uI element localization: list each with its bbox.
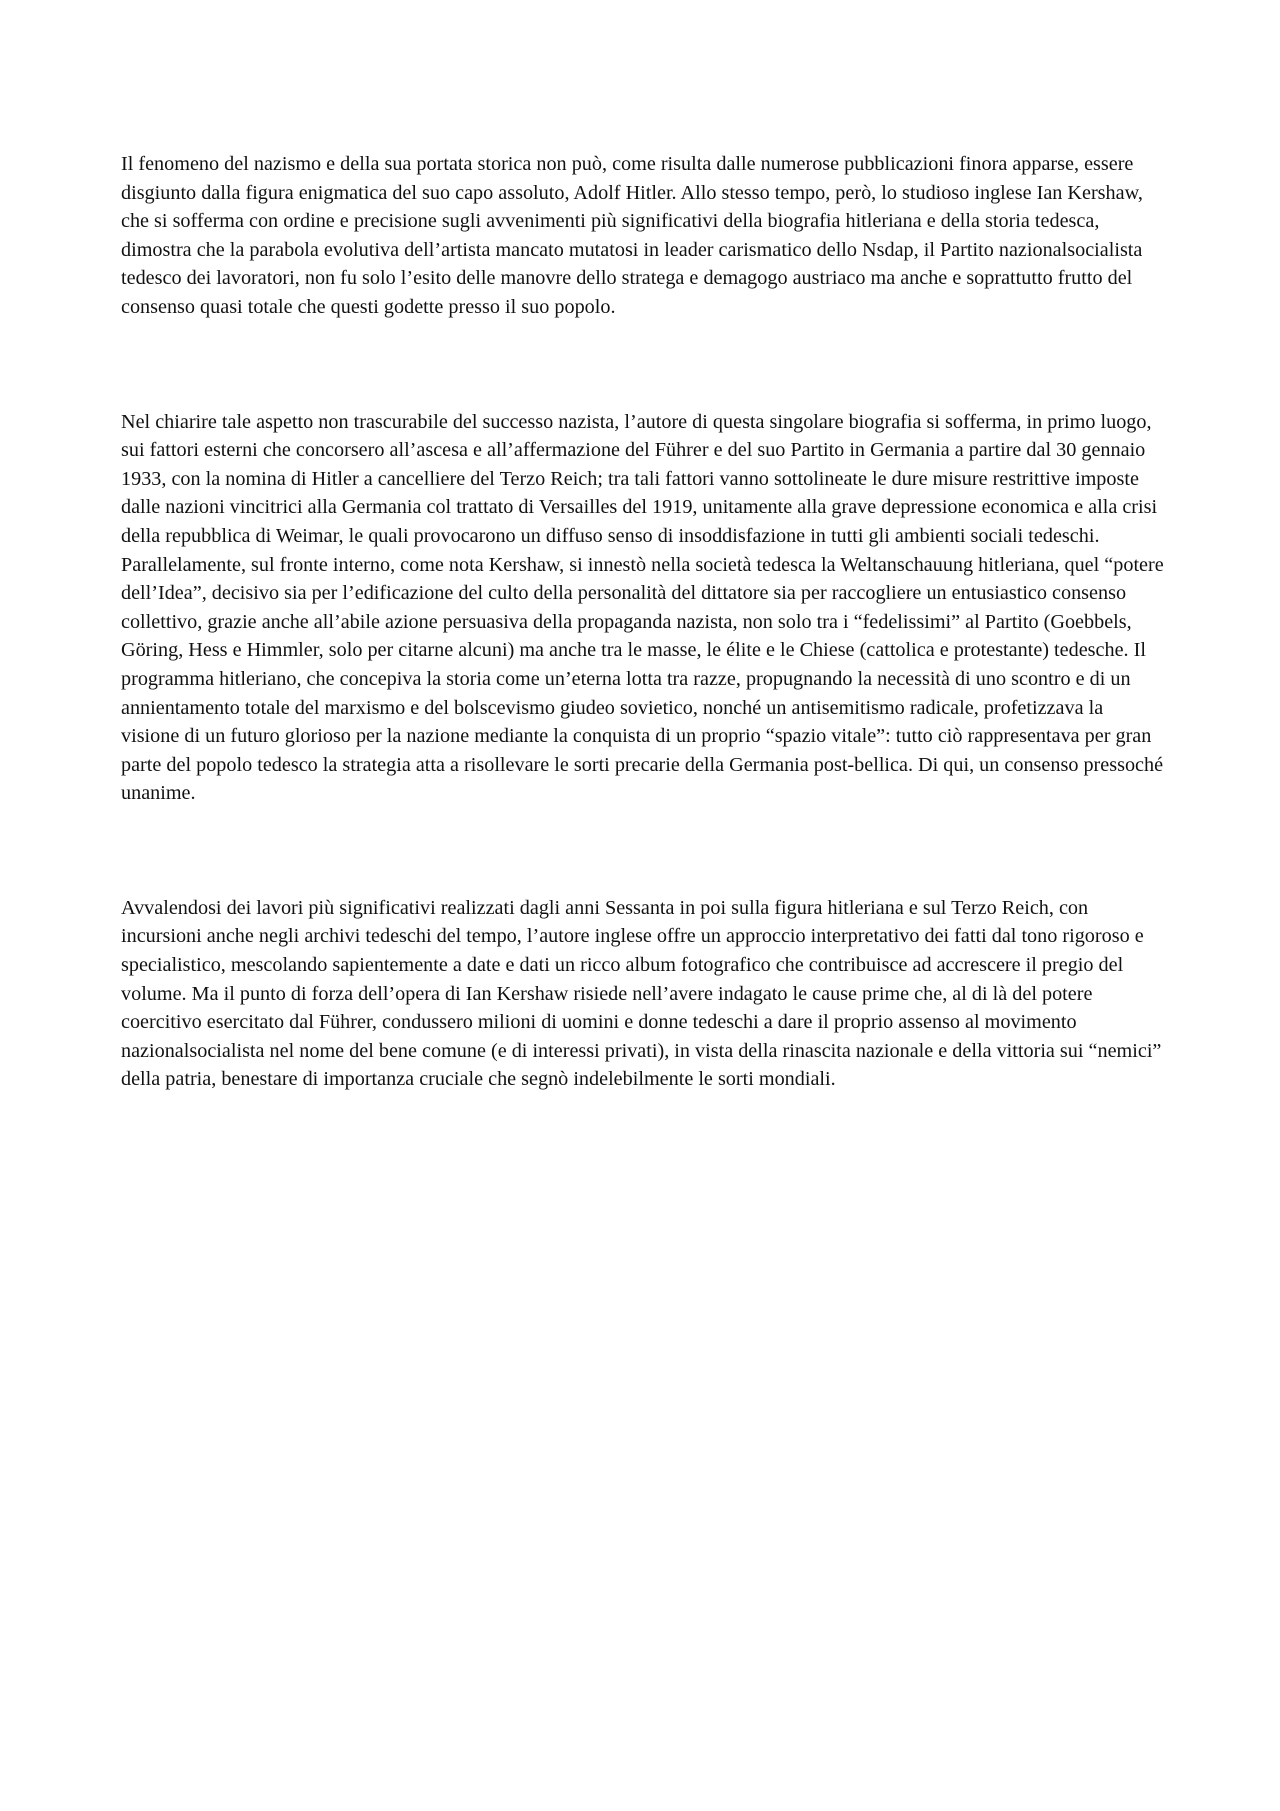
paragraph-context: Nel chiarire tale aspetto non trascurabile del successo nazista, l’autore di questa singolare biografia si sofferma, in primo luogo, sui fattori esterni che concorsero all’ascesa e all’affermazione del Führer e del suo Partito in Germania a partire dal 30 gennaio 1933, con la nomina di Hitler a cancelliere del Terzo Reich; tra tali fattori vanno sottolineate le dure misure restrittive imposte dalle nazioni vincitrici alla Germania col trattato di Versailles del 1919, unitamente alla grave depressione economica e alla crisi della repubblica di Weimar, le quali provocarono un diffuso senso di insoddisfazione in tutti gli ambienti sociali tedeschi. Parallelamente, sul fronte interno, come nota Kershaw, si innestò nella società tedesca la Weltanschauung hitleriana, quel “potere dell’Idea”, decisivo sia per l’edificazione del culto della personalità del dittatore sia per raccogliere un entusiastico consenso collettivo, grazie anche all’abile azione persuasiva della propaganda nazista, non solo tra i “fedelissimi” al Partito (Goebbels, Göring, Hess e Himmler, solo per citarne alcuni) ma anche tra le masse, le élite e le Chiese (cattolica e protestante) tedesche. Il programma hitleriano, che concepiva la storia come un’eterna lotta tra razze, propugnando la necessità di uno scontro e di un annientamento totale del marxismo e del bolscevismo giudeo sovietico, nonché un antisemitismo radicale, profetizzava la visione di un futuro glorioso per la nazione mediante la conquista di un proprio “spazio vitale”: tutto ciò rappresentava per gran parte del popolo tedesco la strategia atta a risollevare le sorti precarie della Germania post-bellica. Di qui, un consenso pressoché unanime.: [121, 410, 1164, 805]
document-body: [121, 150, 1166, 1094]
paragraph-assessment: Avvalendosi dei lavori più significativi realizzati dagli anni Sessanta in poi sulla figura hitleriana e sul Terzo Reich, con incursioni anche negli archivi tedeschi del tempo, l’autore inglese offre un approccio interpretativo dei fatti dal tono rigoroso e specialistico, mescolando sapientemente a date e dati un ricco album fotografico che contribuisce ad accrescere il pregio del volume. Ma il punto di forza dell’opera di Ian Kershaw risiede nell’avere indagato le cause prime che, al di là del potere coercitivo esercitato dal Führer, condussero milioni di uomini e donne tedeschi a dare il proprio assenso al movimento nazionalsocialista nel nome del bene comune (e di interessi privati), in vista della rinascita nazionale e della vittoria sui “nemici” della patria, benestare di importanza cruciale che segnò indelebilmente le sorti mondiali.: [121, 896, 1162, 1091]
paragraph-intro: Il fenomeno del nazismo e della sua portata storica non può, come risulta dalle numerose pubblicazioni finora apparse, essere disgiunto dalla figura enigmatica del suo capo assoluto, Adolf Hitler. Allo stesso tempo, però, lo studioso inglese Ian Kershaw, che si sofferma con ordine e precisione sugli avvenimenti più significativi della biografia hitleriana e della storia tedesca, dimostra che la parabola evolutiva dell’artista mancato mutatosi in leader carismatico dello Nsdap, il Partito nazionalsocialista tedesco dei lavoratori, non fu solo l’esito delle manovre dello stratega e demagogo austriaco ma anche e soprattutto frutto del consenso quasi totale che questi godette presso il suo popolo.: [121, 153, 1143, 318]
